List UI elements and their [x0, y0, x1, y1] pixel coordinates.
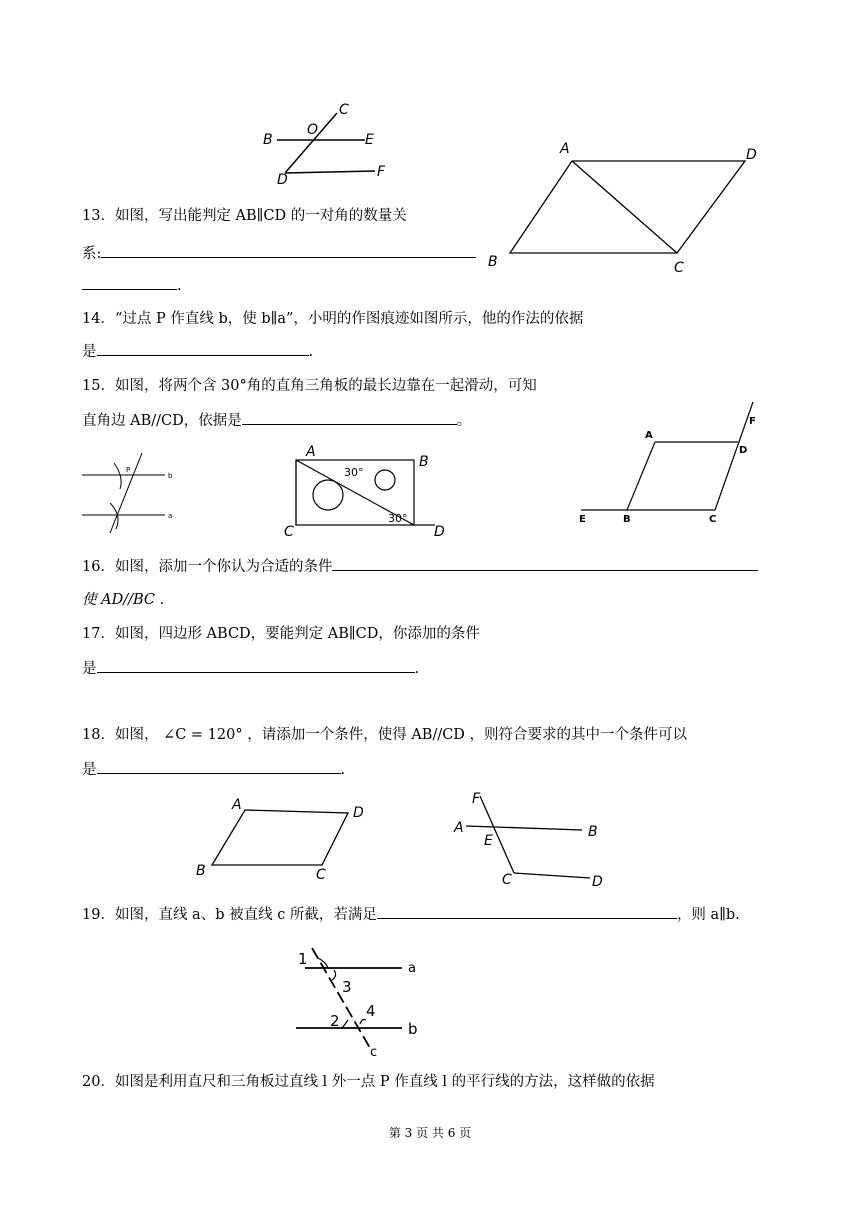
- figure-q13-parallelogram: [480, 135, 780, 280]
- label-c: C: [709, 514, 717, 525]
- q18-end: .: [340, 762, 346, 778]
- q20-line1: 20．如图是利用直尺和三角板过直线 l 外一点 P 作直线 l 的平行线的方法，这样做的依据: [82, 1074, 655, 1090]
- q18-answer-blank[interactable]: [97, 759, 341, 774]
- q17-line2: [82, 658, 419, 679]
- label-d: D: [434, 524, 445, 540]
- label-3: 3: [342, 978, 352, 996]
- q18-line1: 18．如图， ∠C = 120° ，请添加一个条件，使得 AB//CD ，则符合要求的其中一个条件可以: [82, 727, 688, 743]
- label-f: F: [472, 791, 481, 807]
- figure-q15-triangles: [280, 440, 455, 540]
- label-b: B: [196, 863, 206, 879]
- q16-answer-blank[interactable]: [332, 556, 758, 571]
- q13-end: .: [177, 278, 182, 294]
- label-b: B: [263, 132, 273, 148]
- q14-end: .: [308, 344, 314, 360]
- label-a: a: [168, 512, 173, 520]
- figure-q16-parallelogram: [575, 400, 775, 535]
- q14-line2: [82, 341, 313, 362]
- label-30-top: 30°: [344, 466, 364, 479]
- label-a: A: [232, 797, 242, 813]
- label-e: E: [579, 514, 586, 525]
- label-c: C: [316, 867, 326, 883]
- figure-q18: [450, 788, 620, 893]
- q16-line1: [82, 556, 758, 577]
- label-a: a: [408, 961, 416, 976]
- q14-answer-blank[interactable]: [97, 341, 309, 356]
- label-a: A: [306, 444, 316, 460]
- label-a: A: [454, 820, 464, 836]
- label-f: F: [377, 164, 386, 180]
- page-footer: 第 3 页 共 6 页: [388, 1126, 472, 1140]
- label-f: F: [749, 416, 756, 427]
- q15-answer-blank[interactable]: [242, 410, 457, 425]
- q19-line1: [82, 904, 740, 925]
- label-c: C: [674, 260, 684, 276]
- q15-prefix: 直角边 AB//CD，依据是: [82, 413, 242, 429]
- q18-prefix: 是: [82, 762, 97, 778]
- figure-boedf: [255, 98, 395, 193]
- q19-answer-blank[interactable]: [377, 904, 677, 919]
- q15-line2: [82, 410, 471, 431]
- q13-line1: 13．如图，写出能判定 AB∥CD 的一对角的数量关: [82, 208, 407, 224]
- label-d: D: [353, 805, 364, 821]
- q14-line1: 14．“过点 P 作直线 b，使 b∥a”，小明的作图痕迹如图所示，他的作法的依据: [82, 311, 584, 327]
- label-c: C: [339, 102, 349, 118]
- label-d: D: [739, 445, 748, 456]
- q15-end: 。: [456, 413, 472, 429]
- q14-prefix: 是: [82, 344, 97, 360]
- q15-line1: 15．如图，将两个含 30°角的直角三角板的最长边靠在一起滑动，可知: [82, 378, 537, 394]
- q16-line2: 使 AD//BC .: [82, 592, 165, 608]
- label-o: O: [307, 122, 319, 138]
- q13-answer-blank-cont[interactable]: [82, 275, 177, 290]
- label-a: A: [645, 430, 653, 441]
- q17-end: .: [414, 661, 420, 677]
- label-c: c: [370, 1045, 378, 1060]
- q17-line1: 17．如图，四边形 ABCD，要能判定 AB∥CD，你添加的条件: [82, 626, 480, 642]
- label-4: 4: [366, 1002, 376, 1020]
- q17-answer-blank[interactable]: [97, 658, 415, 673]
- label-30-bottom: 30°: [388, 512, 408, 525]
- label-a: A: [560, 141, 570, 157]
- q13-line3: [82, 275, 182, 296]
- q17-prefix: 是: [82, 661, 97, 677]
- figure-q14-construction: [80, 445, 180, 535]
- label-c: C: [284, 524, 294, 540]
- label-c: C: [502, 872, 512, 888]
- figure-q19: [290, 940, 430, 1060]
- figure-q17-parallelogram: [190, 795, 375, 885]
- q16-prefix: 16．如图，添加一个你认为合适的条件: [82, 559, 333, 575]
- label-2: 2: [330, 1012, 340, 1030]
- label-b: b: [408, 1020, 418, 1038]
- label-b: B: [588, 824, 598, 840]
- q19-prefix: 19．如图，直线 a、b 被直线 c 所截，若满足: [82, 907, 377, 923]
- label-b: B: [419, 454, 429, 470]
- q18-line2: [82, 759, 345, 780]
- label-b: B: [623, 514, 631, 525]
- label-1: 1: [298, 950, 308, 968]
- q13-line2: [82, 243, 476, 264]
- label-e: E: [484, 833, 493, 849]
- q19-end: ，则 a∥b.: [676, 907, 740, 923]
- q13-answer-blank[interactable]: [101, 243, 476, 258]
- q13-prefix: 系:: [82, 246, 102, 262]
- label-d: D: [746, 147, 757, 163]
- label-p: P: [126, 466, 131, 474]
- label-b: B: [488, 254, 498, 270]
- label-d: D: [277, 172, 288, 188]
- label-d: D: [592, 874, 603, 890]
- label-b: b: [168, 472, 173, 480]
- label-e: E: [365, 132, 374, 148]
